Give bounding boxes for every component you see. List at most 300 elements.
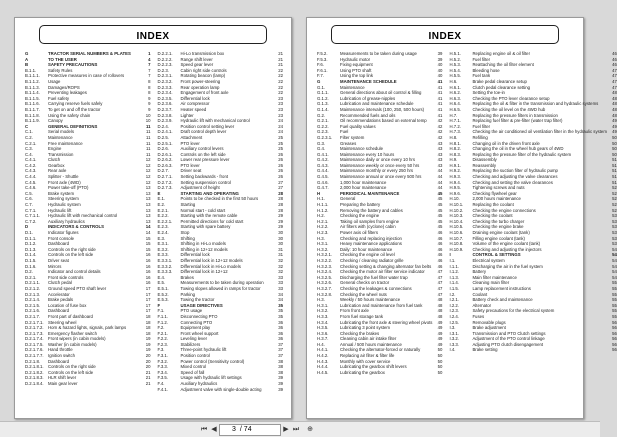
entry-title: Checking the coolant <box>472 213 513 219</box>
entry-code: F.3. <box>157 347 165 353</box>
entry-title: To get on and off the tractor <box>48 106 101 112</box>
entry-code: H.3.5. <box>317 325 329 331</box>
entry-code: B.1.1.7. <box>25 106 40 112</box>
entry-page: 40 <box>437 62 443 68</box>
entry-title: Indicator and control details <box>48 269 101 275</box>
entry-title: Adjustment of height <box>180 185 220 191</box>
entry-title: Controls on the right side <box>48 246 96 252</box>
entry-code: I.3.2. <box>449 336 459 342</box>
entry-page: 18 <box>145 330 151 336</box>
entry-title: Accelerator <box>48 291 70 297</box>
entry-code: H.6.3. <box>449 95 461 101</box>
entry-page: 55 <box>612 291 617 297</box>
entry-page: 45 <box>437 190 443 196</box>
entry-code: G.4.3. <box>317 162 329 168</box>
entry-code: E.3.1. <box>157 241 169 247</box>
entry-page: 48 <box>612 90 617 96</box>
index-entry <box>25 381 151 387</box>
entry-title: Transmission <box>48 151 74 157</box>
entry-page: 31 <box>278 252 283 258</box>
entry-title: From front axle <box>340 308 369 314</box>
entry-title: Disconnecting PTO <box>180 313 218 319</box>
entry-code: D.2.3. <box>157 67 169 73</box>
entry-code: G.2.1. <box>317 118 329 124</box>
entry-title: Lamp replacement instructions <box>472 285 531 291</box>
entry-title: Washer (in cabin models) <box>48 341 97 347</box>
entry-page: 22 <box>278 67 283 73</box>
entry-page: 56 <box>612 347 617 353</box>
entry-page: 26 <box>278 151 283 157</box>
entry-title: Adjustment valve with single-double acting <box>180 386 262 392</box>
current-page-input[interactable]: 3 <box>232 426 236 433</box>
entry-code: E.5.3. <box>157 297 169 303</box>
entry-title: Setting backwards - front <box>180 174 229 180</box>
zoom-icon[interactable]: ⊕ <box>307 426 313 433</box>
entry-page: 42 <box>437 123 443 129</box>
entry-page: 11 <box>145 123 151 129</box>
entry-page: 55 <box>612 302 617 308</box>
entry-page: 13 <box>145 190 151 196</box>
entry-code: F.4.1. <box>157 386 169 392</box>
entry-code: I.1.3. <box>449 274 459 280</box>
viewer-toolbar <box>0 421 600 437</box>
entry-title: SAFETY PRECAUTIONS <box>48 62 98 68</box>
entry-title: Checking the engine connections <box>472 207 536 213</box>
entry-title: 2,000 hours maintenance <box>472 196 521 202</box>
entry-code: D.1. <box>25 230 33 235</box>
entry-page: 16 <box>145 263 151 269</box>
entry-title: Lubricating the front axle & steering wheel pivots <box>340 319 433 325</box>
entry-code: D.2.5.1. <box>157 140 173 146</box>
entry-page: 25 <box>278 134 283 140</box>
entry-code: I.1.5. <box>449 285 459 291</box>
entry-page: 30 <box>278 241 283 247</box>
entry-code: B.1.1.5. <box>25 95 40 101</box>
entry-title: Clutch pedal clearance setting <box>472 84 531 90</box>
entry-code: D.2.3.6. <box>157 101 173 107</box>
entry-title: Air filters with (cyclone) cabin <box>340 224 396 230</box>
entry-code: F.3.3. <box>157 364 169 370</box>
page-title: INDEX <box>136 31 170 42</box>
entry-title: Starting with the remote cable <box>180 213 238 219</box>
entry-title: Setting the toe-in <box>472 90 505 96</box>
entry-code: D.2.1.7. <box>25 313 41 319</box>
entry-code: H.5.4. <box>449 67 461 73</box>
entry-title: Starting with spare battery <box>180 224 231 230</box>
entry-page: 27 <box>278 179 283 185</box>
entry-title: Normal start - cold start <box>180 207 226 213</box>
entry-code: C.2.1. <box>25 140 37 146</box>
previous-page-icon[interactable]: ◀ <box>211 426 217 433</box>
entry-title: Checking the engine oil level <box>340 252 395 258</box>
entry-code: G <box>317 78 321 84</box>
entry-title: Starting <box>180 202 196 208</box>
entry-title: Attachment <box>180 134 203 140</box>
entry-title: Brake pedal clearance setup <box>472 78 527 84</box>
entry-title: Dashboard <box>48 241 70 247</box>
entry-page: 49 <box>437 330 443 336</box>
entry-code: H.10.1. <box>449 202 464 208</box>
entry-title: Setting suspension control <box>180 179 231 185</box>
entry-title: Volume of the engine coolant (tank) <box>472 241 541 247</box>
entry-code: F.2. <box>157 325 165 331</box>
entry-title: Shifting <box>180 235 195 241</box>
entry-code: H.9.6. <box>449 190 461 196</box>
entry-code: E.4. <box>157 274 166 280</box>
entry-page: 49 <box>612 118 617 124</box>
entry-page: 21 <box>145 369 151 375</box>
entry-page: 35 <box>278 302 283 308</box>
entry-title: Hydraulic motor <box>340 56 371 62</box>
entry-title: Removable plugs <box>472 319 506 325</box>
next-page-icon[interactable]: ▶ <box>283 426 289 433</box>
entry-title: Brake setting <box>472 347 498 353</box>
entry-code: D.2.4.1. <box>157 129 173 135</box>
entry-page: 17 <box>145 285 151 291</box>
entry-page: 47 <box>612 67 617 73</box>
entry-title: Changing the oil in the wheel hub gears of 4WD <box>472 146 564 152</box>
entry-code: H.3.1. <box>317 302 329 308</box>
entry-title: Annual / 500 hours maintenance <box>340 341 402 347</box>
entry-page: 7 <box>148 73 151 79</box>
entry-code: G.1. <box>317 84 326 90</box>
entry-code: H.3.2.8. <box>317 291 333 297</box>
index-entry <box>449 347 616 353</box>
entry-title: Checking / cleaning radiator grille <box>340 257 404 263</box>
entry-page: 52 <box>612 196 617 202</box>
entry-page: 35 <box>278 313 283 319</box>
entry-code: H.4.2. <box>317 353 329 359</box>
entry-title: Transmission and PTO Clutch settings <box>472 330 546 336</box>
entry-code: E.3.2. <box>157 246 169 252</box>
entry-title: Lubrication and maintenance schedule <box>340 101 414 107</box>
entry-title: Controls on the left side <box>48 252 94 258</box>
entry-page: 47 <box>612 78 617 84</box>
entry-title: Checking setting & changing alternator fan belts <box>340 263 432 269</box>
entry-page: 47 <box>437 291 443 297</box>
index-column <box>158 51 284 392</box>
entry-page: 42 <box>437 129 443 135</box>
entry-code: D.2.1.1. <box>25 280 41 286</box>
entry-page: 19 <box>145 336 151 342</box>
entry-title: Maintenance schedule <box>340 146 383 152</box>
entry-title: Leveling lever <box>180 336 208 342</box>
entry-page: 29 <box>278 224 283 230</box>
entry-page: 36 <box>278 325 283 331</box>
entry-code: E.2. <box>157 202 166 208</box>
entry-page: 55 <box>612 313 617 319</box>
entry-page: 7 <box>148 62 151 68</box>
entry-page: 49 <box>437 325 443 331</box>
entry-title: Hi-Lo transmission box <box>180 51 225 56</box>
entry-page: 49 <box>437 319 443 325</box>
entry-page: 46 <box>612 56 617 62</box>
entry-title: Rear operation lamp <box>180 84 220 90</box>
entry-title: Checking and adjusting the injectors <box>472 246 542 252</box>
entry-code: B.1.1.6. <box>25 101 40 107</box>
entry-code: H.7.1. <box>449 118 461 124</box>
entry-title: Hand throttle <box>48 347 73 353</box>
entry-page: 53 <box>612 241 617 247</box>
entry-code: D.2.1.6. <box>25 308 41 314</box>
entry-page: 10 <box>145 118 151 124</box>
entry-code: G.1.3. <box>317 101 329 107</box>
entry-page: 36 <box>278 319 283 325</box>
entry-page: 50 <box>612 140 617 146</box>
entry-title: Adjusting PTO clutch disengagement <box>472 341 544 347</box>
entry-page: 50 <box>437 353 443 359</box>
entry-title: Maintenance <box>48 134 73 140</box>
entry-page: 13 <box>145 213 151 219</box>
entry-title: General <box>340 196 356 202</box>
entry-title: Usage <box>48 78 61 84</box>
entry-page: 39 <box>278 375 283 381</box>
entry-page: 55 <box>612 308 617 314</box>
entry-title: Lubricating the gearbox <box>340 369 385 375</box>
entry-page: 36 <box>278 336 283 342</box>
entry-title: Range shift lever <box>180 56 213 62</box>
entry-code: H.8.1. <box>449 140 461 146</box>
entry-title: Using PTO shaft <box>340 67 372 73</box>
entry-title: Towing the tractor <box>180 297 215 303</box>
entry-title: Checking the alternator-forced or naturally <box>340 347 421 353</box>
entry-title: Auxiliary hydraulics <box>180 381 218 387</box>
entry-title: Checking the engine <box>340 213 380 219</box>
entry-page: 48 <box>612 95 617 101</box>
entry-title: Cleaning main filter <box>472 280 510 286</box>
entry-code: H.7.3. <box>449 129 461 135</box>
entry-title: Cabin right side controls <box>180 67 227 73</box>
last-page-icon[interactable]: ⏭ <box>292 426 300 433</box>
entry-page: 41 <box>437 78 443 84</box>
entry-page: 46 <box>437 235 443 241</box>
entry-code: G.4.7. <box>317 185 329 191</box>
entry-title: Disassembly <box>472 157 497 163</box>
entry-code: H.6.4. <box>449 101 461 107</box>
entry-code: B.1.1. <box>25 67 37 73</box>
entry-code: C.7. <box>25 202 33 208</box>
entry-title: Hydraulic system <box>48 202 81 208</box>
entry-page: 17 <box>145 308 151 314</box>
entry-page: 51 <box>612 174 617 180</box>
entry-title: Checking the wheel nuts <box>340 291 387 297</box>
entry-code: H.3.2.7. <box>317 285 333 291</box>
entry-page: 41 <box>437 112 443 118</box>
entry-title: Replacing the coolant <box>472 202 514 208</box>
entry-page: 46 <box>612 62 617 68</box>
first-page-icon[interactable]: ⏮ <box>200 426 208 433</box>
entry-page: 26 <box>278 162 283 168</box>
entry-title: Checking the brakes <box>340 330 380 336</box>
entry-title: Ignition switch <box>48 353 75 359</box>
entry-code: F.6.1. <box>317 67 328 73</box>
entry-title: Lower rear pressure lever <box>180 157 230 163</box>
entry-page: 45 <box>437 202 443 208</box>
entry-page: 48 <box>437 297 443 303</box>
entry-title: Differential lock in 12+12 <box>180 269 228 275</box>
entry-page: 16 <box>145 252 151 258</box>
entry-code: H.4.4. <box>317 364 329 370</box>
entry-page: 43 <box>437 162 443 168</box>
entry-page: 11 <box>146 140 151 146</box>
entry-title: Filter system <box>340 134 365 140</box>
entry-title: Front wipers (in cabin models) <box>48 336 106 342</box>
entry-title: Differential lock <box>180 252 210 258</box>
entry-title: Horn & hazard lights, signals, park lamps <box>48 325 127 331</box>
entry-code: H.1.1. <box>317 202 329 208</box>
entry-page: 11 <box>146 129 151 135</box>
entry-page: 9 <box>148 101 151 107</box>
entry-code: B.1.1.3. <box>25 84 40 90</box>
entry-code: I.3. <box>449 325 456 331</box>
entry-page: 19 <box>145 341 151 347</box>
entry-title: Power control (Sensitivity control) <box>180 358 245 364</box>
entry-title: Power axis oil filters <box>340 230 378 235</box>
entry-code: E.5. <box>157 280 166 286</box>
entry-title: Shifting in 12+12 models <box>180 246 228 252</box>
entry-code: C.6. <box>25 196 33 202</box>
entry-page: 44 <box>437 174 443 180</box>
entry-code: D.1.5. <box>25 257 37 263</box>
entry-title: Checking and replacing injection <box>340 235 402 241</box>
entry-title: Equipment play <box>180 325 211 331</box>
entry-code: E.2.2. <box>157 213 169 219</box>
entry-page: 11 <box>146 151 151 157</box>
entry-code: F.3.2. <box>157 358 169 364</box>
entry-code: D.2.6. <box>157 146 169 152</box>
entry-title: Clutch <box>48 157 61 163</box>
entry-title: Reattaching the oil filter element <box>472 62 534 68</box>
entry-title: Ground speed PTO shaft lever <box>48 285 107 291</box>
entry-page: 23 <box>278 101 283 107</box>
entry-page: 13 <box>145 196 151 202</box>
entry-title: Checking and setting the valve clearances <box>472 179 553 185</box>
entry-code: F.1.1. <box>157 313 169 319</box>
entry-title: Lubrication of grease-nipples <box>340 95 396 101</box>
entry-title: Adjustment of the PTO control linkage <box>472 336 545 342</box>
entry-code: E.2.3. <box>157 224 169 230</box>
entry-page: 48 <box>612 106 617 112</box>
entry-code: D.2.6.2. <box>157 157 173 163</box>
entry-title: Replacing the oil & filter in the transmission and hydraulic systems <box>472 101 599 107</box>
entry-page: 45 <box>437 213 443 219</box>
entry-title: Power take-off (PTO) <box>48 185 89 191</box>
entry-page: 45 <box>437 224 443 230</box>
page-navigator[interactable] <box>219 424 281 436</box>
entry-page: 1 <box>148 51 151 56</box>
entry-title: Emergency flasher switch <box>48 330 97 336</box>
entry-code: G.2.3.1. <box>317 134 333 140</box>
entry-page: 51 <box>612 157 617 163</box>
index-column <box>449 51 616 375</box>
entry-title: Serial models <box>48 129 75 135</box>
entry-page: 37 <box>278 341 283 347</box>
entry-page: 15 <box>145 246 151 252</box>
entry-title: Fuel <box>340 129 349 135</box>
entry-code: C.7.2. <box>25 218 37 224</box>
entry-page: 43 <box>437 146 443 152</box>
entry-code: E.3.3.3. <box>157 269 173 275</box>
entry-page: 19 <box>145 347 151 353</box>
entry-page: 8 <box>148 84 151 90</box>
entry-title: Oil recommendations based on external temp <box>340 118 427 124</box>
entry-title: Connecting PTO <box>180 319 213 325</box>
entry-title: Checking flywheel gear <box>472 190 517 196</box>
entry-page: 29 <box>278 213 283 219</box>
entry-page: 52 <box>612 185 617 191</box>
entry-title: PTO lever <box>180 162 200 168</box>
entry-title: Free maintenance <box>48 140 83 146</box>
entry-page: 48 <box>437 308 443 314</box>
entry-page: 43 <box>437 151 443 157</box>
entry-page: 54 <box>612 274 617 280</box>
entry-code: G.4.1. <box>317 151 329 157</box>
entry-title: Three-point hydraulic lift <box>180 347 227 353</box>
entry-title: Checking the PTO lever clearance setup <box>472 95 550 101</box>
entry-code: D.2.4. <box>157 123 169 129</box>
entry-page: 49 <box>437 336 443 342</box>
entry-title: Checking the motor air filter service indicator <box>340 269 425 275</box>
entry-page: 50 <box>437 369 443 375</box>
entry-page: 13 <box>145 185 151 191</box>
entry-code: E.3. <box>157 235 166 241</box>
entry-code: C.4.1. <box>25 157 37 163</box>
entry-title: Points to be checked in the first 50 hours <box>180 196 259 202</box>
entry-title: Heavy maintenance applications <box>340 241 402 247</box>
entry-page: 24 <box>278 118 283 124</box>
entry-title: Shifting in Hi-Lo models <box>180 241 226 247</box>
entry-code: D.2.1.8.1. <box>25 364 44 370</box>
entry-code: H.3.2.3. <box>317 263 333 269</box>
entry-code: H.7.2. <box>449 123 461 129</box>
entry-page: 47 <box>437 274 443 280</box>
entry-page: 44 <box>437 179 443 185</box>
entry-title: Towing slopes allowed in ramps for tractor <box>180 285 261 291</box>
entry-code: F.5.2. <box>317 51 328 56</box>
entry-page: 28 <box>278 207 283 213</box>
entry-code: D.2.7. <box>157 168 169 174</box>
entry-title: General checks on tractor <box>340 280 390 286</box>
entry-page: 44 <box>437 168 443 174</box>
document-page-right <box>306 17 617 419</box>
entry-title: Monthly with cover service <box>340 358 391 364</box>
entry-code: E.2.1. <box>157 207 169 213</box>
entry-code: I.1.2. <box>449 269 459 275</box>
entry-page: 54 <box>612 246 617 252</box>
entry-page: 21 <box>278 56 283 62</box>
entry-page: 29 <box>278 218 283 224</box>
entry-page: 39 <box>437 51 443 56</box>
entry-title: Safety precautions for the electrical system <box>472 308 555 314</box>
entry-code: C.4.4. <box>25 174 37 180</box>
entry-code: H.3.2.2. <box>317 257 333 263</box>
entry-page: 40 <box>437 73 443 79</box>
entry-page: 50 <box>612 134 617 140</box>
entry-page: 33 <box>278 274 283 280</box>
entry-title: Controls on the right side <box>48 364 96 370</box>
entry-title: Brake pedals <box>48 297 74 303</box>
entry-title: Fuel filter <box>472 123 491 129</box>
entry-page: 56 <box>612 325 617 331</box>
entry-page: 28 <box>278 196 283 202</box>
entry-title: PTO lever <box>180 140 200 146</box>
entry-title: Checking and adjusting the valve clearances <box>472 174 558 180</box>
entry-page: 15 <box>145 235 151 241</box>
entry-code: C.7.1. <box>25 207 37 213</box>
entry-page: 47 <box>612 73 617 79</box>
entry-title: Replacing engine oil & oil filter <box>472 51 531 56</box>
entry-title: Driver seat <box>48 257 69 263</box>
